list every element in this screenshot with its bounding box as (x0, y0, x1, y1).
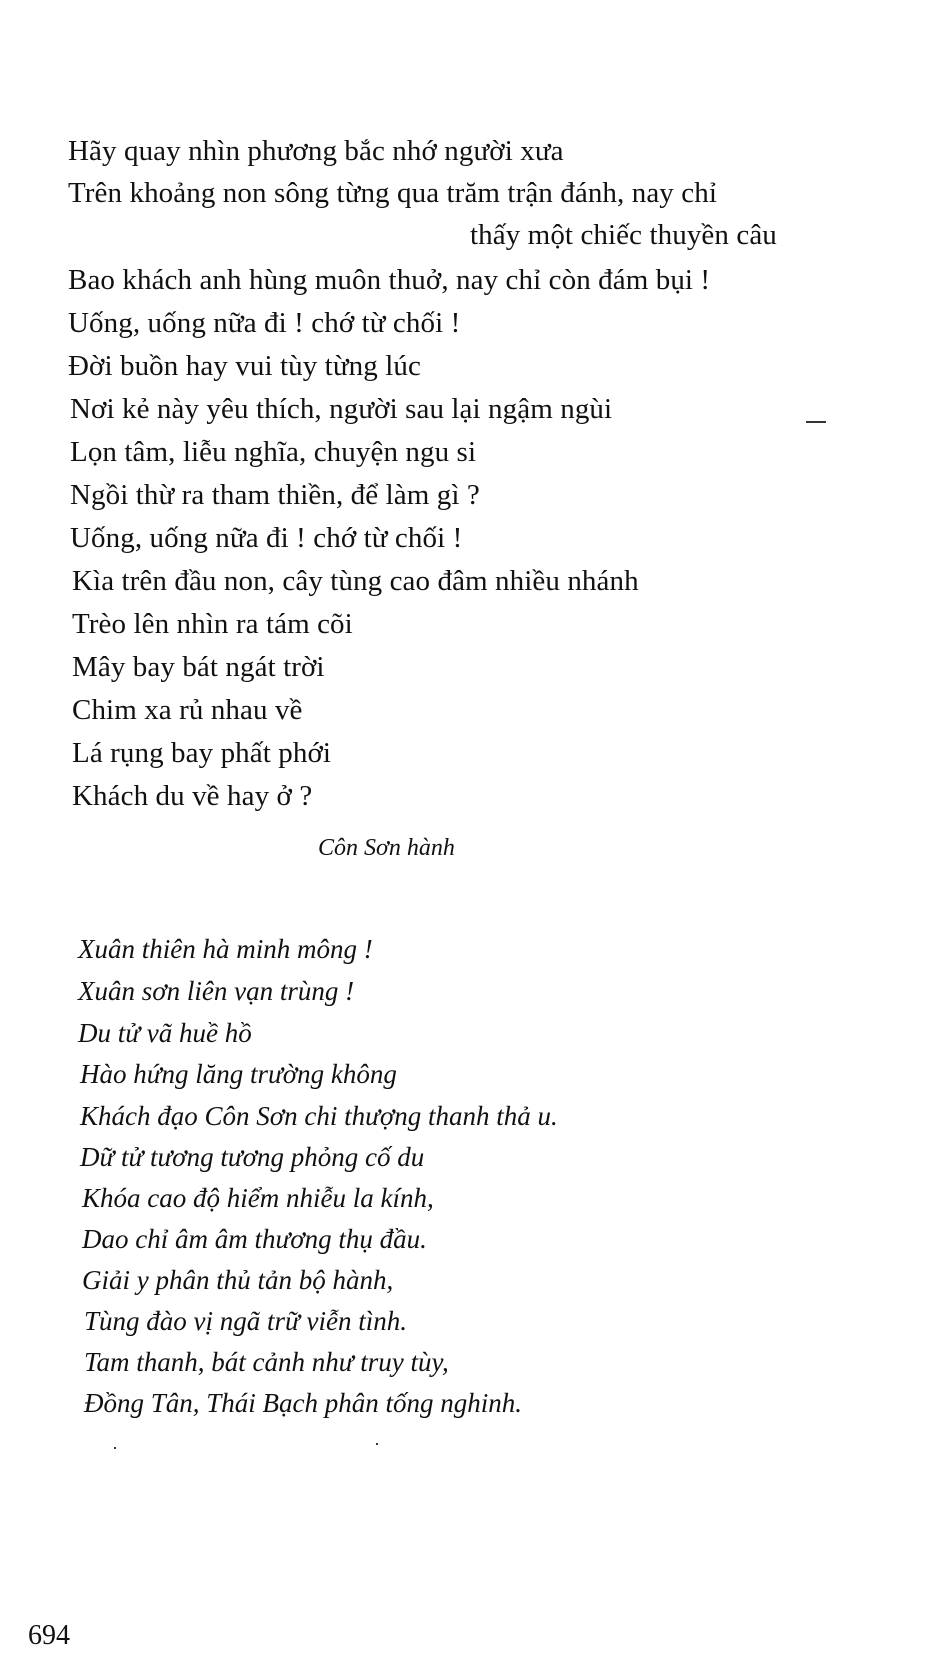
poem-line: Mây bay bát ngát trời (72, 651, 325, 683)
poem-line: Trên khoảng non sông từng qua trăm trận đánh, nay chỉ (68, 177, 717, 209)
poem-line: Tùng đào vị ngã trữ viễn tình. (84, 1306, 407, 1336)
poem-line: Chim xa rủ nhau về (72, 694, 303, 726)
poem-line: Lá rụng bay phất phới (72, 737, 332, 769)
poem-line: Bao khách anh hùng muôn thuở, nay chỉ còn đám bụi ! (68, 264, 711, 296)
poem-title: Côn Sơn hành (318, 835, 455, 861)
scan-mark (376, 1443, 378, 1445)
poem-line: Hãy quay nhìn phương bắc nhớ người xưa (68, 135, 564, 167)
poem-line: Đồng Tân, Thái Bạch phân tống nghinh. (84, 1388, 523, 1418)
poem-line: Nơi kẻ này yêu thích, người sau lại ngậm ngùi (70, 393, 613, 425)
poem-line: Kìa trên đầu non, cây tùng cao đâm nhiều nhánh (72, 565, 639, 597)
scan-mark (806, 421, 826, 423)
poem-line: Dao chỉ âm âm thương thụ đầu. (82, 1224, 427, 1254)
scan-mark (114, 1447, 116, 1449)
page-number: 694 (28, 1620, 70, 1651)
poem-line: Uống, uống nữa đi ! chớ từ chối ! (70, 522, 463, 554)
poem-line: Trèo lên nhìn ra tám cõi (72, 608, 353, 640)
poem-line: Ngồi thừ ra tham thiền, để làm gì ? (70, 479, 480, 511)
poem-line: Đời buồn hay vui tùy từng lúc (68, 350, 421, 382)
poem-line: Xuân thiên hà minh mông ! (78, 934, 373, 964)
poem-line: Dữ tử tương tương phỏng cố du (80, 1142, 425, 1172)
poem-line: Du tử vã huề hồ (78, 1018, 252, 1048)
poem-line: Khóa cao độ hiểm nhiễu la kính, (82, 1183, 434, 1213)
poem-line: Giải y phân thủ tản bộ hành, (82, 1265, 394, 1295)
poem-line: Khách đạo Côn Sơn chi thượng thanh thả u. (80, 1101, 558, 1131)
poem-line: Hào hứng lăng trường không (80, 1059, 397, 1089)
poem-line: Uống, uống nữa đi ! chớ từ chối ! (68, 307, 461, 339)
poem-line: Tam thanh, bát cảnh như truy tùy, (84, 1347, 449, 1377)
poem-line: Lọn tâm, liễu nghĩa, chuyện ngu si (70, 436, 477, 468)
poem-line: Khách du về hay ở ? (72, 780, 313, 812)
poem-line-continuation: thấy một chiếc thuyền câu (470, 219, 777, 251)
poem-line: Xuân sơn liên vạn trùng ! (78, 976, 355, 1006)
